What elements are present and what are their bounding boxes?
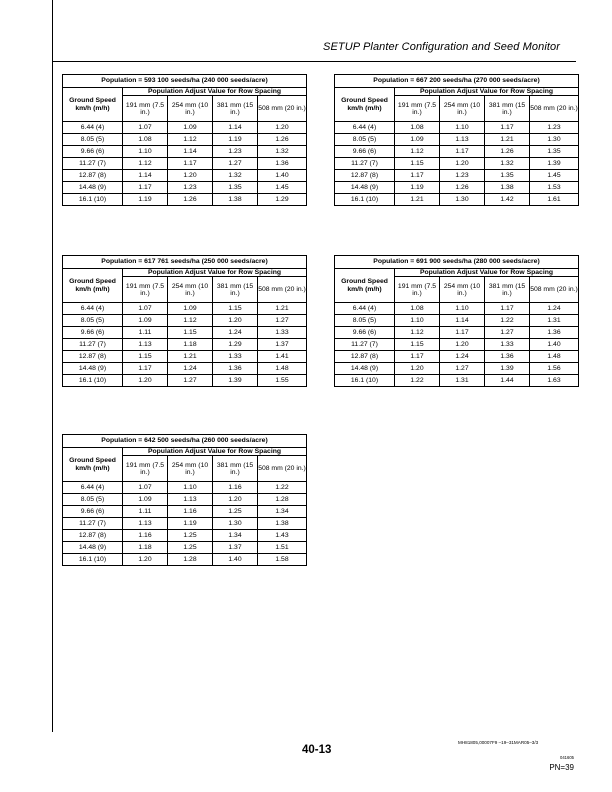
- ground-speed-cell: 9.66 (6): [63, 146, 123, 158]
- row-spacing-header: 254 mm (10 in.): [440, 277, 485, 303]
- population-table: [334, 74, 579, 206]
- table-row: [63, 182, 307, 194]
- adjust-value-cell: 1.32: [213, 170, 258, 182]
- table-title: Population = 667 200 seeds/ha (270 000 seeds/acre): [335, 75, 579, 88]
- page-number: 40-13: [302, 744, 332, 756]
- adjust-value-cell: 1.13: [168, 494, 213, 506]
- adjust-value-cell: 1.20: [168, 170, 213, 182]
- adjust-value-cell: 1.58: [258, 554, 307, 566]
- row-spacing-header: 191 mm (7.5 in.): [395, 277, 440, 303]
- adjust-value-cell: 1.20: [213, 315, 258, 327]
- adjust-value-cell: 1.21: [258, 303, 307, 315]
- ground-speed-cell: 9.66 (6): [335, 146, 395, 158]
- ground-speed-cell: 8.05 (5): [335, 134, 395, 146]
- adjust-value-cell: 1.09: [168, 303, 213, 315]
- adjust-value-cell: 1.45: [258, 182, 307, 194]
- ground-speed-cell: 16.1 (10): [63, 194, 123, 206]
- ground-speed-cell: 9.66 (6): [335, 327, 395, 339]
- ground-speed-cell: 11.27 (7): [335, 158, 395, 170]
- adjust-value-cell: 1.10: [168, 482, 213, 494]
- adjust-value-cell: 1.17: [168, 158, 213, 170]
- table-row: [335, 375, 579, 387]
- ground-speed-cell: 12.87 (8): [335, 351, 395, 363]
- table-row: [63, 170, 307, 182]
- adjust-value-cell: 1.26: [485, 146, 530, 158]
- row-spacing-header: 254 mm (10 in.): [168, 277, 213, 303]
- adjust-value-cell: 1.31: [440, 375, 485, 387]
- table-row: [63, 518, 307, 530]
- adjust-value-cell: 1.20: [440, 339, 485, 351]
- adjust-value-cell: 1.08: [123, 134, 168, 146]
- pn-label: PN=39: [549, 763, 574, 772]
- population-table: [62, 255, 307, 387]
- adjust-value-cell: 1.25: [168, 530, 213, 542]
- adjust-value-cell: 1.12: [123, 158, 168, 170]
- population-table: [62, 74, 307, 206]
- adjust-value-cell: 1.39: [213, 375, 258, 387]
- adjust-value-cell: 1.34: [213, 530, 258, 542]
- table-row: [335, 158, 579, 170]
- adjust-value-cell: 1.07: [123, 122, 168, 134]
- ground-speed-cell: 9.66 (6): [63, 327, 123, 339]
- row-spacing-header: 508 mm (20 in.): [258, 96, 307, 122]
- adjust-value-cell: 1.26: [258, 134, 307, 146]
- ground-speed-cell: 14.48 (9): [63, 182, 123, 194]
- adjust-value-cell: 1.34: [258, 506, 307, 518]
- adjust-value-cell: 1.22: [395, 375, 440, 387]
- table-row: [335, 146, 579, 158]
- table-row: [63, 530, 307, 542]
- adjust-value-cell: 1.32: [258, 146, 307, 158]
- table-row: [63, 363, 307, 375]
- adjust-value-cell: 1.39: [485, 363, 530, 375]
- adjust-value-cell: 1.17: [123, 363, 168, 375]
- adjust-value-cell: 1.17: [485, 303, 530, 315]
- adjust-value-cell: 1.17: [440, 327, 485, 339]
- row-spacing-header: 191 mm (7.5 in.): [123, 456, 168, 482]
- row-spacing-header: 508 mm (20 in.): [258, 277, 307, 303]
- row-spacing-header: 381 mm (15 in.): [213, 277, 258, 303]
- adjust-value-cell: 1.17: [440, 146, 485, 158]
- adjust-value-cell: 1.16: [123, 530, 168, 542]
- table-row: [335, 339, 579, 351]
- table-row: [63, 315, 307, 327]
- adjust-value-cell: 1.24: [530, 303, 579, 315]
- adjust-value-cell: 1.33: [485, 339, 530, 351]
- ground-speed-cell: 16.1 (10): [335, 194, 395, 206]
- table-row: [335, 363, 579, 375]
- adjust-value-cell: 1.09: [168, 122, 213, 134]
- adjust-value-cell: 1.15: [395, 339, 440, 351]
- adjust-value-cell: 1.12: [168, 315, 213, 327]
- adjust-value-cell: 1.09: [395, 134, 440, 146]
- adjust-value-cell: 1.23: [213, 146, 258, 158]
- adjust-value-cell: 1.20: [440, 158, 485, 170]
- adjust-value-cell: 1.10: [440, 122, 485, 134]
- adjust-value-cell: 1.20: [213, 494, 258, 506]
- adjust-value-cell: 1.28: [258, 494, 307, 506]
- adjust-value-cell: 1.13: [123, 339, 168, 351]
- adjust-value-cell: 1.26: [440, 182, 485, 194]
- adjust-value-cell: 1.40: [213, 554, 258, 566]
- adjust-value-cell: 1.25: [168, 542, 213, 554]
- table-row: [63, 506, 307, 518]
- adjust-value-cell: 1.35: [530, 146, 579, 158]
- ground-speed-cell: 11.27 (7): [335, 339, 395, 351]
- table-row: [335, 170, 579, 182]
- adjust-value-cell: 1.29: [258, 194, 307, 206]
- adjust-value-cell: 1.17: [395, 170, 440, 182]
- population-table: [334, 255, 579, 387]
- adjust-value-cell: 1.08: [395, 303, 440, 315]
- ground-speed-cell: 8.05 (5): [335, 315, 395, 327]
- row-spacing-header: 254 mm (10 in.): [440, 96, 485, 122]
- adjust-value-cell: 1.15: [395, 158, 440, 170]
- table-row: [335, 303, 579, 315]
- adjust-value-cell: 1.21: [485, 134, 530, 146]
- adjust-value-cell: 1.44: [485, 375, 530, 387]
- row-spacing-header: 191 mm (7.5 in.): [123, 277, 168, 303]
- adjust-value-cell: 1.17: [395, 351, 440, 363]
- adjust-value-cell: 1.23: [168, 182, 213, 194]
- adjust-value-cell: 1.27: [168, 375, 213, 387]
- row-spacing-header: 191 mm (7.5 in.): [123, 96, 168, 122]
- ground-speed-cell: 14.48 (9): [335, 182, 395, 194]
- adjust-value-cell: 1.38: [485, 182, 530, 194]
- adjust-value-cell: 1.39: [530, 158, 579, 170]
- adjust-value-cell: 1.29: [213, 339, 258, 351]
- adjust-value-cell: 1.15: [213, 303, 258, 315]
- adjust-value-cell: 1.27: [440, 363, 485, 375]
- adjust-value-header: Population Adjust Value for Row Spacing: [123, 88, 307, 96]
- adjust-value-cell: 1.18: [168, 339, 213, 351]
- ground-speed-cell: 11.27 (7): [63, 339, 123, 351]
- row-spacing-header: 508 mm (20 in.): [258, 456, 307, 482]
- row-spacing-header: 508 mm (20 in.): [530, 96, 579, 122]
- ground-speed-cell: 6.44 (4): [63, 122, 123, 134]
- table-row: [335, 194, 579, 206]
- adjust-value-cell: 1.63: [530, 375, 579, 387]
- table-row: [335, 122, 579, 134]
- table-row: [335, 315, 579, 327]
- adjust-value-cell: 1.19: [213, 134, 258, 146]
- adjust-value-cell: 1.12: [168, 134, 213, 146]
- adjust-value-cell: 1.32: [485, 158, 530, 170]
- table-row: [63, 542, 307, 554]
- adjust-value-cell: 1.56: [530, 363, 579, 375]
- adjust-value-cell: 1.15: [168, 327, 213, 339]
- adjust-value-cell: 1.38: [258, 518, 307, 530]
- population-table: [62, 434, 307, 566]
- adjust-value-cell: 1.10: [123, 146, 168, 158]
- table-title: Population = 691 900 seeds/ha (280 000 seeds/acre): [335, 256, 579, 269]
- adjust-value-cell: 1.42: [485, 194, 530, 206]
- ground-speed-cell: 8.05 (5): [63, 494, 123, 506]
- adjust-value-cell: 1.40: [530, 339, 579, 351]
- header-rule: [52, 61, 576, 62]
- table-row: [335, 134, 579, 146]
- adjust-value-cell: 1.17: [485, 122, 530, 134]
- adjust-value-cell: 1.14: [123, 170, 168, 182]
- ground-speed-cell: 6.44 (4): [63, 482, 123, 494]
- adjust-value-cell: 1.33: [213, 351, 258, 363]
- adjust-value-cell: 1.13: [440, 134, 485, 146]
- adjust-value-cell: 1.53: [530, 182, 579, 194]
- table-row: [63, 303, 307, 315]
- row-spacing-header: 381 mm (15 in.): [213, 96, 258, 122]
- adjust-value-cell: 1.41: [258, 351, 307, 363]
- adjust-value-cell: 1.33: [258, 327, 307, 339]
- adjust-value-cell: 1.48: [530, 351, 579, 363]
- table-row: [63, 158, 307, 170]
- adjust-value-cell: 1.09: [123, 315, 168, 327]
- adjust-value-cell: 1.30: [440, 194, 485, 206]
- adjust-value-cell: 1.19: [123, 194, 168, 206]
- adjust-value-cell: 1.36: [530, 327, 579, 339]
- ground-speed-cell: 14.48 (9): [335, 363, 395, 375]
- table-row: [335, 327, 579, 339]
- table-row: [63, 339, 307, 351]
- adjust-value-cell: 1.23: [440, 170, 485, 182]
- ground-speed-cell: 14.48 (9): [63, 363, 123, 375]
- adjust-value-cell: 1.17: [123, 182, 168, 194]
- adjust-value-cell: 1.10: [440, 303, 485, 315]
- ground-speed-cell: 16.1 (10): [335, 375, 395, 387]
- table-row: [63, 554, 307, 566]
- row-spacing-header: 254 mm (10 in.): [168, 456, 213, 482]
- adjust-value-cell: 1.11: [123, 327, 168, 339]
- adjust-value-cell: 1.20: [123, 554, 168, 566]
- table-row: [63, 375, 307, 387]
- table-row: [63, 146, 307, 158]
- row-spacing-header: 381 mm (15 in.): [485, 277, 530, 303]
- adjust-value-cell: 1.19: [395, 182, 440, 194]
- ground-speed-cell: 8.05 (5): [63, 134, 123, 146]
- adjust-value-cell: 1.40: [258, 170, 307, 182]
- adjust-value-cell: 1.24: [168, 363, 213, 375]
- adjust-value-cell: 1.35: [485, 170, 530, 182]
- adjust-value-cell: 1.43: [258, 530, 307, 542]
- ground-speed-cell: 6.44 (4): [335, 122, 395, 134]
- table-title: Population = 617 761 seeds/ha (250 000 seeds/acre): [63, 256, 307, 269]
- adjust-value-cell: 1.14: [168, 146, 213, 158]
- adjust-value-cell: 1.24: [440, 351, 485, 363]
- adjust-value-cell: 1.20: [123, 375, 168, 387]
- adjust-value-header: Population Adjust Value for Row Spacing: [123, 269, 307, 277]
- adjust-value-cell: 1.08: [395, 122, 440, 134]
- adjust-value-cell: 1.38: [213, 194, 258, 206]
- table-row: [335, 182, 579, 194]
- ground-speed-cell: 12.87 (8): [63, 530, 123, 542]
- adjust-value-cell: 1.28: [168, 554, 213, 566]
- row-spacing-header: 191 mm (7.5 in.): [395, 96, 440, 122]
- adjust-value-cell: 1.09: [123, 494, 168, 506]
- table-row: [63, 194, 307, 206]
- adjust-value-cell: 1.30: [213, 518, 258, 530]
- adjust-value-cell: 1.27: [258, 315, 307, 327]
- table-row: [63, 134, 307, 146]
- table-row: [63, 494, 307, 506]
- adjust-value-cell: 1.55: [258, 375, 307, 387]
- adjust-value-cell: 1.14: [440, 315, 485, 327]
- adjust-value-cell: 1.31: [530, 315, 579, 327]
- adjust-value-cell: 1.27: [213, 158, 258, 170]
- row-spacing-header: 381 mm (15 in.): [213, 456, 258, 482]
- ground-speed-header: Ground Speed km/h (m/h): [63, 88, 123, 122]
- table-title: Population = 593 100 seeds/ha (240 000 seeds/acre): [63, 75, 307, 88]
- adjust-value-cell: 1.12: [395, 327, 440, 339]
- revision-code: 041605: [560, 755, 574, 760]
- ground-speed-cell: 14.48 (9): [63, 542, 123, 554]
- adjust-value-cell: 1.25: [213, 506, 258, 518]
- ground-speed-header: Ground Speed km/h (m/h): [335, 269, 395, 303]
- adjust-value-cell: 1.24: [213, 327, 258, 339]
- table-row: [335, 351, 579, 363]
- adjust-value-cell: 1.07: [123, 303, 168, 315]
- ground-speed-cell: 12.87 (8): [63, 351, 123, 363]
- adjust-value-cell: 1.21: [395, 194, 440, 206]
- row-spacing-header: 508 mm (20 in.): [530, 277, 579, 303]
- adjust-value-cell: 1.19: [168, 518, 213, 530]
- adjust-value-cell: 1.13: [123, 518, 168, 530]
- adjust-value-cell: 1.45: [530, 170, 579, 182]
- adjust-value-cell: 1.16: [213, 482, 258, 494]
- adjust-value-cell: 1.11: [123, 506, 168, 518]
- ground-speed-cell: 12.87 (8): [63, 170, 123, 182]
- ground-speed-cell: 11.27 (7): [63, 158, 123, 170]
- adjust-value-cell: 1.37: [213, 542, 258, 554]
- ground-speed-header: Ground Speed km/h (m/h): [63, 269, 123, 303]
- table-row: [63, 482, 307, 494]
- adjust-value-header: Population Adjust Value for Row Spacing: [395, 269, 579, 277]
- ground-speed-cell: 9.66 (6): [63, 506, 123, 518]
- adjust-value-cell: 1.36: [485, 351, 530, 363]
- adjust-value-cell: 1.15: [123, 351, 168, 363]
- ground-speed-header: Ground Speed km/h (m/h): [335, 88, 395, 122]
- adjust-value-cell: 1.18: [123, 542, 168, 554]
- table-row: [63, 351, 307, 363]
- adjust-value-cell: 1.12: [395, 146, 440, 158]
- adjust-value-cell: 1.23: [530, 122, 579, 134]
- adjust-value-cell: 1.22: [258, 482, 307, 494]
- table-row: [63, 122, 307, 134]
- adjust-value-cell: 1.30: [530, 134, 579, 146]
- ground-speed-header: Ground Speed km/h (m/h): [63, 448, 123, 482]
- adjust-value-cell: 1.16: [168, 506, 213, 518]
- ground-speed-cell: 11.27 (7): [63, 518, 123, 530]
- ground-speed-cell: 12.87 (8): [335, 170, 395, 182]
- left-margin-rule: [52, 0, 53, 732]
- adjust-value-cell: 1.07: [123, 482, 168, 494]
- ground-speed-cell: 16.1 (10): [63, 554, 123, 566]
- adjust-value-cell: 1.37: [258, 339, 307, 351]
- adjust-value-cell: 1.61: [530, 194, 579, 206]
- ground-speed-cell: 16.1 (10): [63, 375, 123, 387]
- adjust-value-cell: 1.35: [213, 182, 258, 194]
- adjust-value-cell: 1.26: [168, 194, 213, 206]
- ground-speed-cell: 8.05 (5): [63, 315, 123, 327]
- row-spacing-header: 254 mm (10 in.): [168, 96, 213, 122]
- adjust-value-cell: 1.48: [258, 363, 307, 375]
- page-header-title: SETUP Planter Configuration and Seed Monitor: [323, 41, 560, 53]
- adjust-value-cell: 1.22: [485, 315, 530, 327]
- adjust-value-header: Population Adjust Value for Row Spacing: [395, 88, 579, 96]
- adjust-value-cell: 1.20: [395, 363, 440, 375]
- ground-speed-cell: 6.44 (4): [335, 303, 395, 315]
- row-spacing-header: 381 mm (15 in.): [485, 96, 530, 122]
- adjust-value-header: Population Adjust Value for Row Spacing: [123, 448, 307, 456]
- adjust-value-cell: 1.36: [258, 158, 307, 170]
- adjust-value-cell: 1.36: [213, 363, 258, 375]
- table-title: Population = 642 500 seeds/ha (260 000 seeds/acre): [63, 435, 307, 448]
- adjust-value-cell: 1.20: [258, 122, 307, 134]
- ground-speed-cell: 6.44 (4): [63, 303, 123, 315]
- adjust-value-cell: 1.27: [485, 327, 530, 339]
- adjust-value-cell: 1.51: [258, 542, 307, 554]
- table-row: [63, 327, 307, 339]
- adjust-value-cell: 1.14: [213, 122, 258, 134]
- adjust-value-cell: 1.10: [395, 315, 440, 327]
- adjust-value-cell: 1.21: [168, 351, 213, 363]
- document-code: MH81805,00007F9 –19–31MAR05–3/3: [458, 740, 539, 745]
